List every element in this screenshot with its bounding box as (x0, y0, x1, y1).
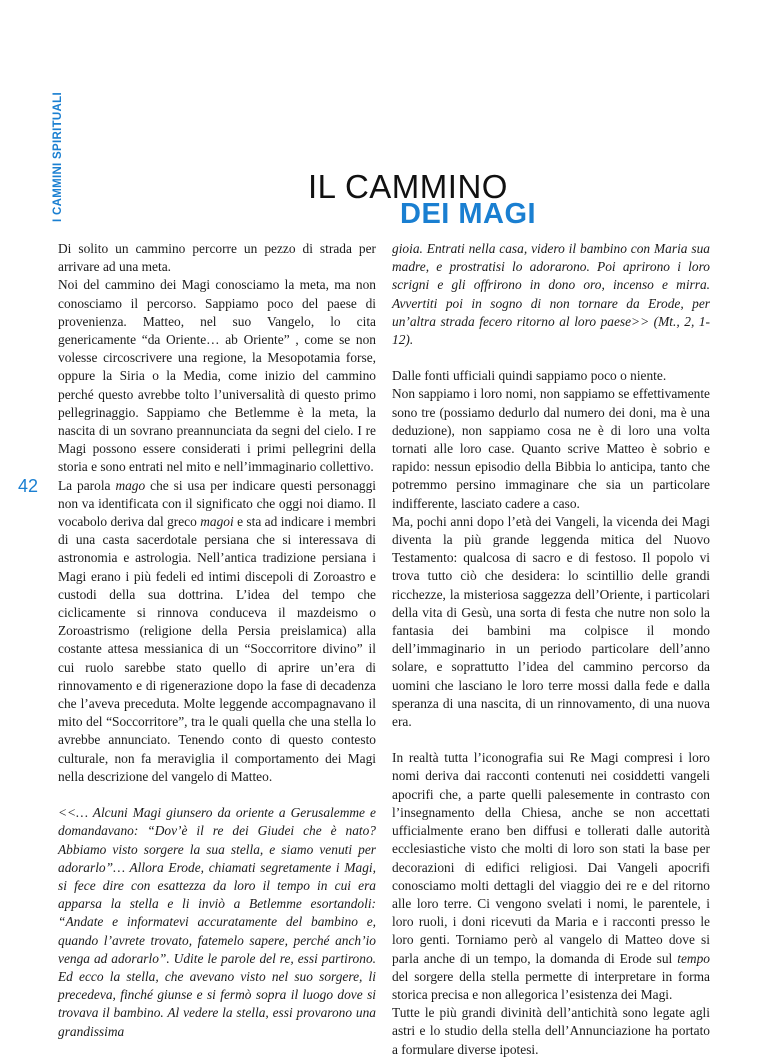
paragraph: Non sappiamo i loro nomi, non sappiamo se effettivamente sono tre (possiamo dedurlo dal numero dei doni, ma è una deduzione), non sappiamo cosa ne è di loro una volta tornati alle loro case. Quanto scrive Matteo è sobrio e rapido: nessun episodio della Bibbia lo anticipa, tanto che potremmo persino immaginare che sia un particolare indifferente, lasciato cadere a caso. (392, 386, 710, 511)
italic-term: mago (115, 477, 146, 493)
italic-term: tempo (677, 950, 710, 966)
quote-text: gioia. Entrati nella casa, videro il bambino con Maria sua madre, e prostratisi lo adorarono. Poi aprirono i loro scrigni e gli offrirono in dono oro, incenso e mirra. Avvertiti poi in sogno di non tornare da Erode, per un’altra strada fecero ritorno al loro paese>> (Mt., 2, 1-12). (392, 241, 710, 348)
paragraph: Tutte le più grandi divinità dell’antichità sono legate agli astri e lo studio della stella dell’Annunciazione ha portato a formulare diverse ipotesi. (392, 1005, 710, 1057)
gospel-quote-continued (392, 240, 710, 349)
quote-text: <<… Alcuni Magi giunsero da oriente a Gerusalemme e domandavano: “Dov’è il re dei Giudei che è nato? Abbiamo visto sorgere la sua stella, e siamo venuti per adorarlo”… Allora Erode, chiamati segretamente i Magi, si fece dire con esattezza da loro il tempo in cui era apparsa la stella e li inviò a Betlemme esortandoli: “Andate e informatevi accuratamente del bambino e, quando l’avrete trovato, fatemelo sapere, perché anch’io venga ad adorarlo”. Udite le parole del re, essi partirono. Ed ecco la stella, che avevano visto nel suo sorgere, li precedeva, finché giunse e si fermò sopra il luogo dove si trovava il bambino. Al vedere la stella, essi provarono una grandissima (58, 805, 376, 1039)
section-label: I CAMMINI SPIRITUALI (52, 92, 64, 222)
left-column (58, 240, 376, 1041)
text-run: che si usa per indicare questi personaggi non va identificata con il significato che oggi noi diamo. Il vocabolo deriva dal greco (58, 477, 376, 530)
page-number: 42 (18, 476, 39, 496)
gospel-quote (58, 804, 376, 1041)
paragraph: Noi del cammino dei Magi conosciamo la meta, ma non conosciamo il percorso. Sappiamo poco del paese di provenienza. Matteo, nel suo Vangelo, lo cita genericamente “da Oriente… ab Oriente” , come se non volesse circoscrivere una regione, la Mesopotamia forse, oppure la Siria o la Media, come inizio del cammino perché questo avrebbe tolto l’universalità di questo primo pellegrinaggio. Sappiamo che Betlemme è la meta, la nascita di un sovrano preannunciata da segni del cielo. I re Magi possono essere considerati i primi pellegrini della storia e sono entrati nel mito e nell’immaginario collettivo. (58, 277, 376, 475)
article-title-line-2: DEI MAGI (400, 198, 537, 230)
paragraph (58, 477, 376, 786)
text-run: In realtà tutta l’iconografia sui Re Magi compresi i loro nomi deriva dai racconti contenuti nei cosiddetti vangeli apocrifi che, a parte quelli palesemente in contrasto con l’insegnamento della Chiesa, anche se non accettati ufficialmente erano ben diffusi e tollerati dalle autorità ecclesiastiche visto che molti di loro son stati la base per decorazioni di edifici religiosi. Dai Vangeli apocrifi conosciamo molti dettagli del viaggio dei re e del ritorno alle loro terre. Ci vengono svelati i nomi, le parentele, i loro ruoli, i doni ricevuti da Maria e i racconti presso le loro genti. Torniamo però al vangelo di Matteo dove si parla anche di un tempo, la domanda di Erode sul (392, 750, 710, 966)
paragraph (392, 749, 710, 1004)
paragraph: Dalle fonti ufficiali quindi sappiamo poco o niente. (392, 368, 667, 384)
text-run: La parola (58, 477, 116, 493)
paragraph: Di solito un cammino percorre un pezzo di strada per arrivare ad una meta. (58, 241, 376, 275)
article-title-line-1: IL CAMMINO (308, 168, 508, 205)
italic-term: magoi (200, 514, 234, 530)
text-run: e sta ad indicare i membri di una casta sacerdotale persiana che si interessava di astronomia e astrologia. Nell’antica tradizione persiana i Magi erano i più fedeli ed intimi discepoli di Zoroastro e custodi della sua dottrina. L’idea del tempo che ciclicamente si rinnova conduceva il mazdeismo o Zoroastrismo (religione della Persia preislamica) alla costante attesa messianica di un “Soccorritore divino” il cui ruolo sarebbe stato quello di aprire un’era di rinnovamento e di rigenerazione dopo la fase di decadenza che l’aveva preceduta. Molte leggende accompagnavano il mito del “Soccorritore”, tra le quali quella che una stella lo avrebbe annunciato. Tenendo conto di questo contesto culturale, non fa meraviglia il comportamento dei Magi nella descrizione del vangelo di Matteo. (58, 514, 376, 784)
right-column (392, 240, 710, 1059)
text-run: del sorgere della stella permette di interpretare in forma storica precisa e non allegorica l’esistenza dei Magi. (392, 968, 710, 1002)
paragraph: Ma, pochi anni dopo l’età dei Vangeli, la vicenda dei Magi diventa la più grande leggenda mitica del Nuovo Testamento: qualcosa di sacro e di festoso. Il popolo vi trova tutto ciò che desidera: lo scintillio delle grandi ricchezze, la misteriosa saggezza dell’Oriente, i particolari della vita di Gesù, una sorta di festa che nutre non solo la fantasia dei bambini ma colpisce il mondo dell’immaginario in un periodo particolare dell’anno solare, e soprattutto l’idea del cammino percorso da uomini che lasciano le loro terre mossi dalla fede e dalla speranza di una nascita, di un rinnovamento, di una nuova era. (392, 513, 710, 730)
